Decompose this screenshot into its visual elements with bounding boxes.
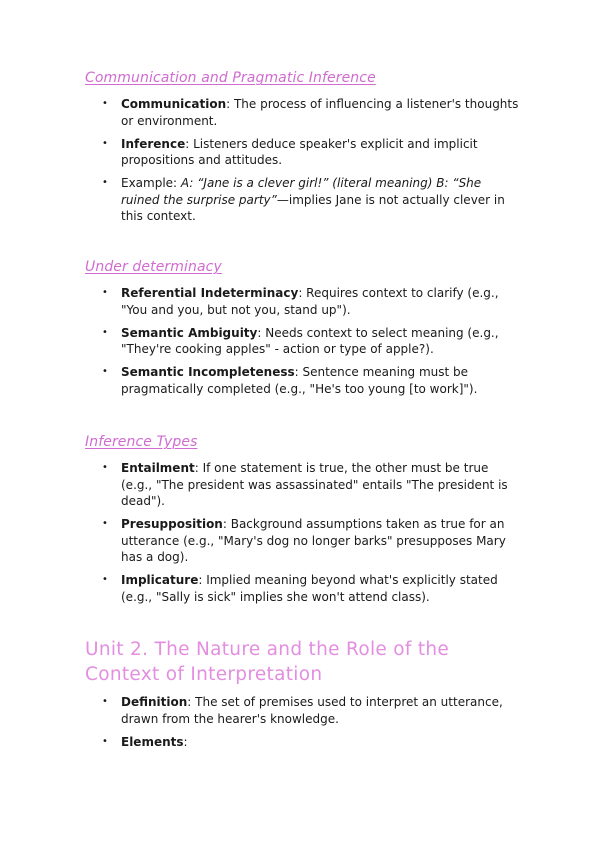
definition-text: : Listeners deduce speaker's explicit and implicit propositions and attitudes.	[121, 136, 478, 167]
definition-text: : If one statement is true, the other must be true (e.g., "The president was assassinated" entails "The president is dead").	[121, 461, 508, 508]
list-item	[100, 175, 520, 225]
term: Inference	[121, 136, 186, 151]
definition-text: : Requires context to clarify (e.g., "You and you, but not you, stand up").	[121, 286, 499, 317]
bullet-list-inference-types	[100, 460, 520, 612]
bullet-list-communication	[100, 96, 520, 231]
term: Semantic Incompleteness	[121, 365, 295, 379]
bullet-icon: •	[102, 462, 108, 473]
term: Entailment	[121, 461, 195, 475]
example-prefix: Example:	[121, 176, 181, 190]
list-item	[100, 572, 520, 605]
list-item	[100, 96, 520, 129]
bullet-icon: •	[102, 326, 108, 338]
term: Presupposition	[121, 517, 223, 531]
example-quote: A: “Jane is a clever girl!” (literal meaning) B: “She ruined the surprise party”	[121, 176, 482, 207]
section-heading-inference-types: Inference Types	[85, 434, 198, 450]
list-item	[100, 516, 520, 566]
bullet-list-underdeterminacy	[100, 285, 520, 404]
definition-text: —implies Jane is not actually clever in this context.	[121, 192, 505, 223]
bullet-icon: •	[102, 366, 108, 377]
definition-text: : The set of premises used to interpret an utterance, drawn from the hearer's knowledge.	[121, 695, 503, 726]
bullet-list-unit2	[100, 694, 520, 757]
definition-text: :	[183, 734, 188, 749]
list-item	[100, 734, 520, 751]
bullet-icon: •	[102, 735, 108, 747]
list-item	[100, 136, 520, 169]
definition-text: : Needs context to select meaning (e.g., "They're cooking apples" - action or type of apple?).	[121, 325, 499, 356]
bullet-icon: •	[102, 177, 108, 188]
bullet-icon: •	[102, 518, 108, 529]
term: Referential Indeterminacy	[121, 286, 299, 300]
list-item	[100, 325, 520, 358]
list-item	[100, 285, 520, 318]
definition-text: : Implied meaning beyond what's explicitly stated (e.g., "Sally is sick" implies she won't attend class).	[121, 573, 498, 604]
definition-text: : Background assumptions taken as true for an utterance (e.g., "Mary's dog no longer barks" presupposes Mary has a dog).	[121, 517, 506, 564]
term: Communication	[121, 97, 227, 111]
section-heading-communication: Communication and Pragmatic Inference	[85, 70, 376, 86]
bullet-icon: •	[102, 137, 108, 149]
bullet-icon: •	[102, 98, 108, 109]
bullet-icon: •	[102, 574, 108, 585]
bullet-icon: •	[102, 287, 108, 298]
definition-text: : The process of influencing a listener's thoughts or environment.	[121, 97, 519, 128]
term: Semantic Ambiguity	[121, 325, 258, 340]
section-heading-underdeterminacy: Under determinacy	[85, 259, 222, 275]
unit-heading: Unit 2. The Nature and the Role of the Context of Interpretation	[85, 639, 450, 685]
list-item	[100, 460, 520, 510]
definition-text: : Sentence meaning must be pragmatically completed (e.g., "He's too young [to work]").	[121, 365, 478, 396]
bullet-icon: •	[102, 696, 108, 707]
list-item	[100, 364, 520, 397]
term: Definition	[121, 695, 188, 709]
term: Implicature	[121, 573, 199, 587]
list-item	[100, 694, 520, 727]
term: Elements	[121, 734, 184, 749]
